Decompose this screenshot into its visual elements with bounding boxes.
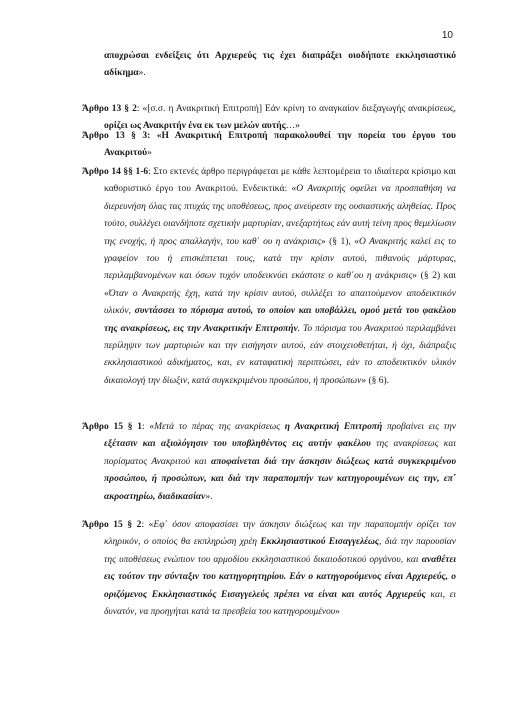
article-heading: Άρθρο 13 § 2 (82, 104, 137, 114)
text: » (335, 607, 340, 618)
text-bold-italic: αποφαίνεται διά την άσκησιν διώξεως κατά συγκεκριμένου προσώπου, ή προσώπων, και διά την παραπομπήν των κατηγορουμένων εις την, επ΄ ακροατηρίω, διαδικασίαν (104, 456, 457, 502)
article-heading: Άρθρο 14 §§ 1-6 (82, 167, 149, 177)
text: » (147, 148, 152, 159)
article-14 (82, 164, 456, 390)
text: : « (141, 422, 155, 432)
text-italic: Εφ΄ όσον αποφασίσει την άσκησιν διώξεως και την παραπομπήν ορίζει τον κληρικόν, ο οποίος θα εκπληρώση χρέη (104, 520, 456, 548)
article-heading: Άρθρο 13 § 3 (82, 131, 148, 141)
article-15-2 (82, 517, 456, 621)
text-italic: και, ει δυνατόν, να προηγήται κατά τα πρεσβεία του κατηγορουμένου (104, 589, 456, 618)
page-number: 10 (441, 30, 453, 41)
text-italic: . Το πόρισμα του Ανακριτού περιλαμβάνει περίληψιν των μαρτυριών και την εισήγησιν αυτού, εάν στοιχειοθετήται, ή όχι, διάπραξις εκκλησιαστικού αδικήματος, και, εν καταφατική περιπτώσει, εάν το αποδεικτικόν υλικόν δικαιολογή την δίωξιν, κατά συγκεκριμένου προσώπου, ή προσώπων (104, 323, 456, 386)
text-italic: Ο Ανακριτής καλεί εις το γραφείον του ή επισκέπτεται τους, κατά την κρίσιν αυτού, πιθανούς μάρτυρας, περιλαμβανομένων και όσων τυχόν υποδεικνύει εκάστοτε ο καθ΄ου η ανάκρισις (104, 236, 456, 282)
text-bold-italic: εξέτασιν και αξιολόγησιν του υποβληθέντος εις αυτήν φακέλου (104, 439, 371, 450)
text-bold-italic: αναθέτει εις τούτον την σύνταξιν του κατηγορητηρίου. Εάν ο κατηγορούμενος είναι Αρχιερεύς, ο οριζόμενος Εκκλησιαστικός Εισαγγελεύς πρέπει να είναι και αυτός Αρχιερεύς (104, 554, 456, 600)
text: ». (138, 68, 146, 79)
text: » (§ 2) και « (104, 271, 456, 299)
text-bold-italic: συντάσσει το πόρισμα αυτού, το οποίον και υποβάλλει, ομού μετά του φακέλου της ανακρίσεως, εις την Ανακριτικήν Επιτροπήν (104, 306, 456, 334)
text-bold-italic: Εκκλησιαστικού Εισαγγελέως (260, 537, 380, 548)
text-italic: Όταν ο Ανακριτής έχη, κατά την κρίσιν αυτού, συλλέξει το απαιτούμενον αποδεικτικόν υλικόν, (104, 288, 456, 317)
article-13-3 (82, 128, 456, 163)
article-heading: Άρθρο 15 § 2 (82, 520, 142, 530)
text: » (§ 1), « (320, 236, 359, 247)
text-italic: Ο Ανακριτής οφείλει να προσπαθήση να διερευνήση όλας τας πτυχάς της υποθέσεως, προς ανεύρεσιν της ουσιαστικής αληθείας. Προς τούτο, συλλέγει οιανδήποτε σχετικήν μαρτυρίαν, ανεξαρτήτως εάν αυτή τείνη προς θεμελίωσιν της ενοχής, ή προς απαλλαγήν, του καθ΄ ου η ανάκρισις (104, 184, 456, 247)
text-bold: ορίζει ως Ανακριτήν ένα εκ των μελών αυτής (104, 121, 286, 132)
text: : Στο εκτενές άρθρο περιγράφεται με κάθε λεπτομέρεια το ιδιαίτερα κρίσιμο και καθοριστικό έργο του Ανακριτού. Ενδεικτικά: « (104, 167, 456, 195)
text-bold: : «Η Ανακριτική Επιτροπή παρακολουθεί την πορεία του έργου του Ανακριτού (104, 131, 456, 159)
text: ». (205, 491, 213, 502)
text: : «[σ.σ. η Ανακριτική Επιτροπή] Εάν κρίνη το αναγκαίον διεξαγωγής ανακρίσεως, (136, 104, 456, 114)
text: : « (141, 520, 154, 530)
continuation-paragraph (104, 48, 456, 83)
text-italic: της ανακρίσεως και πορίσματος Ανακριτού και (104, 439, 456, 467)
text: » (§ 6). (361, 375, 390, 386)
article-heading: Άρθρο 15 § 1 (82, 422, 142, 432)
text-italic: , διά την παρουσίαν της υποθέσεως ενώπιον του αρμοδίου εκκλησιαστικού δικαιοδοτικού οργάνου, και (104, 537, 456, 565)
text-bold: αποχρώσαι ενδείξεις ότι Αρχιερεύς τις έχει διαπράξει οιοδήποτε εκκλησιαστικό αδίκημα (104, 51, 456, 79)
text: …» (285, 121, 300, 132)
text-bold-italic: η Ανακριτική Επιτροπή (284, 422, 383, 432)
text-italic: προβαίνει εις την (382, 422, 457, 432)
text-italic: Μετά το πέρας της ανακρίσεως (154, 422, 285, 432)
article-15-1 (82, 419, 456, 506)
